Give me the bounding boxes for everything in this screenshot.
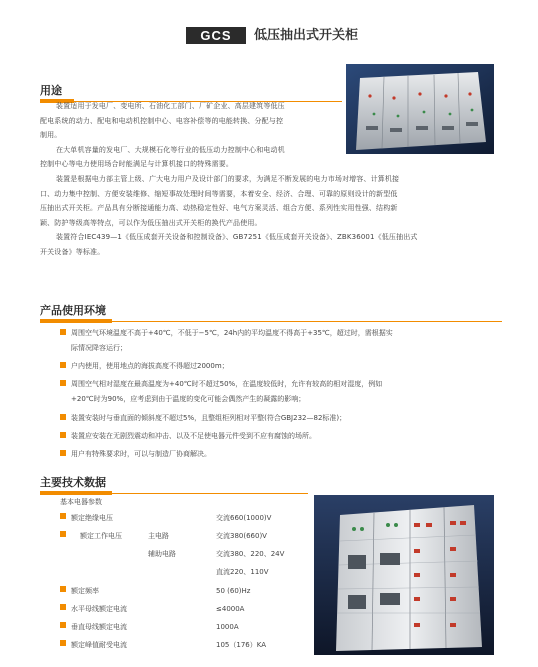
switchgear-photo-bottom bbox=[314, 495, 494, 655]
usage-line: 装置符合IEC439—1《低压成套开关设备和控制设备》、GB7251《低压成套开关设备》、ZBK36001《低压抽出式 bbox=[56, 233, 418, 242]
tech-value: 交流660(1000)V bbox=[216, 514, 272, 522]
usage-line: 配电系统的动力、配电和电动机控制中心、电容补偿等的电能转换、分配与控 bbox=[40, 116, 284, 125]
usage-text bbox=[40, 99, 502, 260]
usage-line: 制用。 bbox=[40, 131, 62, 140]
bullet-square-icon bbox=[60, 380, 66, 386]
list-item-continuation: +20℃时为90%，应考虑到由于温度的变化可能会偶然产生的凝露的影响； bbox=[71, 395, 306, 403]
bullet-square-icon bbox=[60, 622, 66, 628]
section-heading-environment: 产品使用环境 bbox=[40, 304, 106, 317]
tech-value: 直流220、110V bbox=[216, 568, 269, 576]
list-item: 周围空气环境温度不高于+40℃，不低于−5℃，24h内的平均温度不得高于+35℃，超过时，需根据实 bbox=[60, 326, 393, 341]
tech-value: 交流380(660)V bbox=[216, 532, 267, 540]
bullet-square-icon bbox=[60, 640, 66, 646]
usage-line: 装置适用于发电厂、变电所、石油化工部门、厂矿企业、高层建筑等低压 bbox=[56, 102, 285, 110]
page-title: 低压抽出式开关柜 bbox=[254, 28, 359, 43]
tech-sublabel: 主电路 bbox=[148, 532, 169, 540]
usage-line: 控制中心等电力使用场合时能满足与计算机接口的特殊需要。 bbox=[40, 160, 234, 169]
tech-value: 1000A bbox=[216, 623, 239, 631]
tech-label: 额定频率 bbox=[71, 587, 99, 595]
bullet-square-icon bbox=[60, 513, 66, 519]
bullet-square-icon bbox=[60, 450, 66, 456]
tech-value: 105（176）KA bbox=[216, 641, 266, 649]
usage-line: 口、动力集中控制、方便安装维修、缩短事故处理时间等需要，本着安全、经济、合理、可靠的原则设计的新型低 bbox=[40, 189, 398, 198]
tech-label: 额定绝缘电压 bbox=[71, 514, 113, 522]
usage-line: 颖、防护等级高等特点，可以作为低压抽出式开关柜的换代产品使用。 bbox=[40, 218, 262, 227]
bullet-square-icon bbox=[60, 531, 66, 537]
usage-line: 压抽出式开关柜。产品具有分断接通能力高、动热稳定性好、电气方案灵活、组合方便、系列性实用性强、结构新 bbox=[40, 204, 398, 213]
section-heading-tech: 主要技术数据 bbox=[40, 476, 106, 489]
section-divider bbox=[112, 321, 502, 322]
switchgear-cabinet-image bbox=[314, 495, 494, 655]
tech-subheading: 基本电器参数 bbox=[60, 498, 102, 506]
tech-sublabel: 辅助电路 bbox=[148, 550, 176, 558]
list-item: 装置应安装在无剧烈震动和冲击、以及不足使电器元件受到不应有腐蚀的场所。 bbox=[60, 429, 316, 444]
usage-line: 装置是根据电力部主管上级、广大电力用户及设计部门的要求，为满足不断发展的电力市场对增容、计算机接 bbox=[56, 174, 400, 183]
bullet-square-icon bbox=[60, 414, 66, 420]
bullet-square-icon bbox=[60, 586, 66, 592]
tech-value: 交流380、220、24V bbox=[216, 550, 285, 558]
tech-label: 垂直母线额定电流 bbox=[71, 623, 127, 631]
tech-label: 水平母线额定电流 bbox=[71, 605, 127, 613]
environment-list bbox=[60, 326, 510, 476]
model-badge: GCS bbox=[186, 27, 246, 44]
section-divider bbox=[112, 493, 308, 494]
tech-table bbox=[60, 511, 310, 657]
list-item-continuation: 际情况降容运行； bbox=[71, 344, 127, 352]
list-item: 户内使用，使用地点的海拔高度不得超过2000m； bbox=[60, 359, 229, 374]
bullet-square-icon bbox=[60, 329, 66, 335]
section-accent-bar bbox=[40, 319, 112, 323]
tech-label: 额定工作电压 bbox=[80, 532, 122, 540]
usage-line: 在大单机容量的发电厂、大规模石化等行业的低压动力控制中心和电动机 bbox=[56, 145, 285, 154]
tech-value: 50 (60)Hz bbox=[216, 587, 251, 595]
tech-value: ≤4000A bbox=[216, 605, 245, 613]
section-heading-usage: 用途 bbox=[40, 84, 62, 97]
tech-label: 额定峰值耐受电流 bbox=[71, 641, 127, 649]
bullet-square-icon bbox=[60, 432, 66, 438]
bullet-square-icon bbox=[60, 604, 66, 610]
bullet-square-icon bbox=[60, 362, 66, 368]
list-item: 用户有特殊要求时，可以与制造厂协商解决。 bbox=[60, 447, 211, 462]
list-item: 周围空气相对湿度在最高温度为+40℃时不超过50%，在温度较低时，允许有较高的相对湿度，例如 bbox=[60, 377, 382, 392]
usage-line: 开关设备》等标准。 bbox=[40, 247, 105, 256]
list-item: 装置安装时与垂直面的倾斜度不超过5%，且整组柜列相对平整(符合GBJ232—82标准)； bbox=[60, 411, 346, 426]
